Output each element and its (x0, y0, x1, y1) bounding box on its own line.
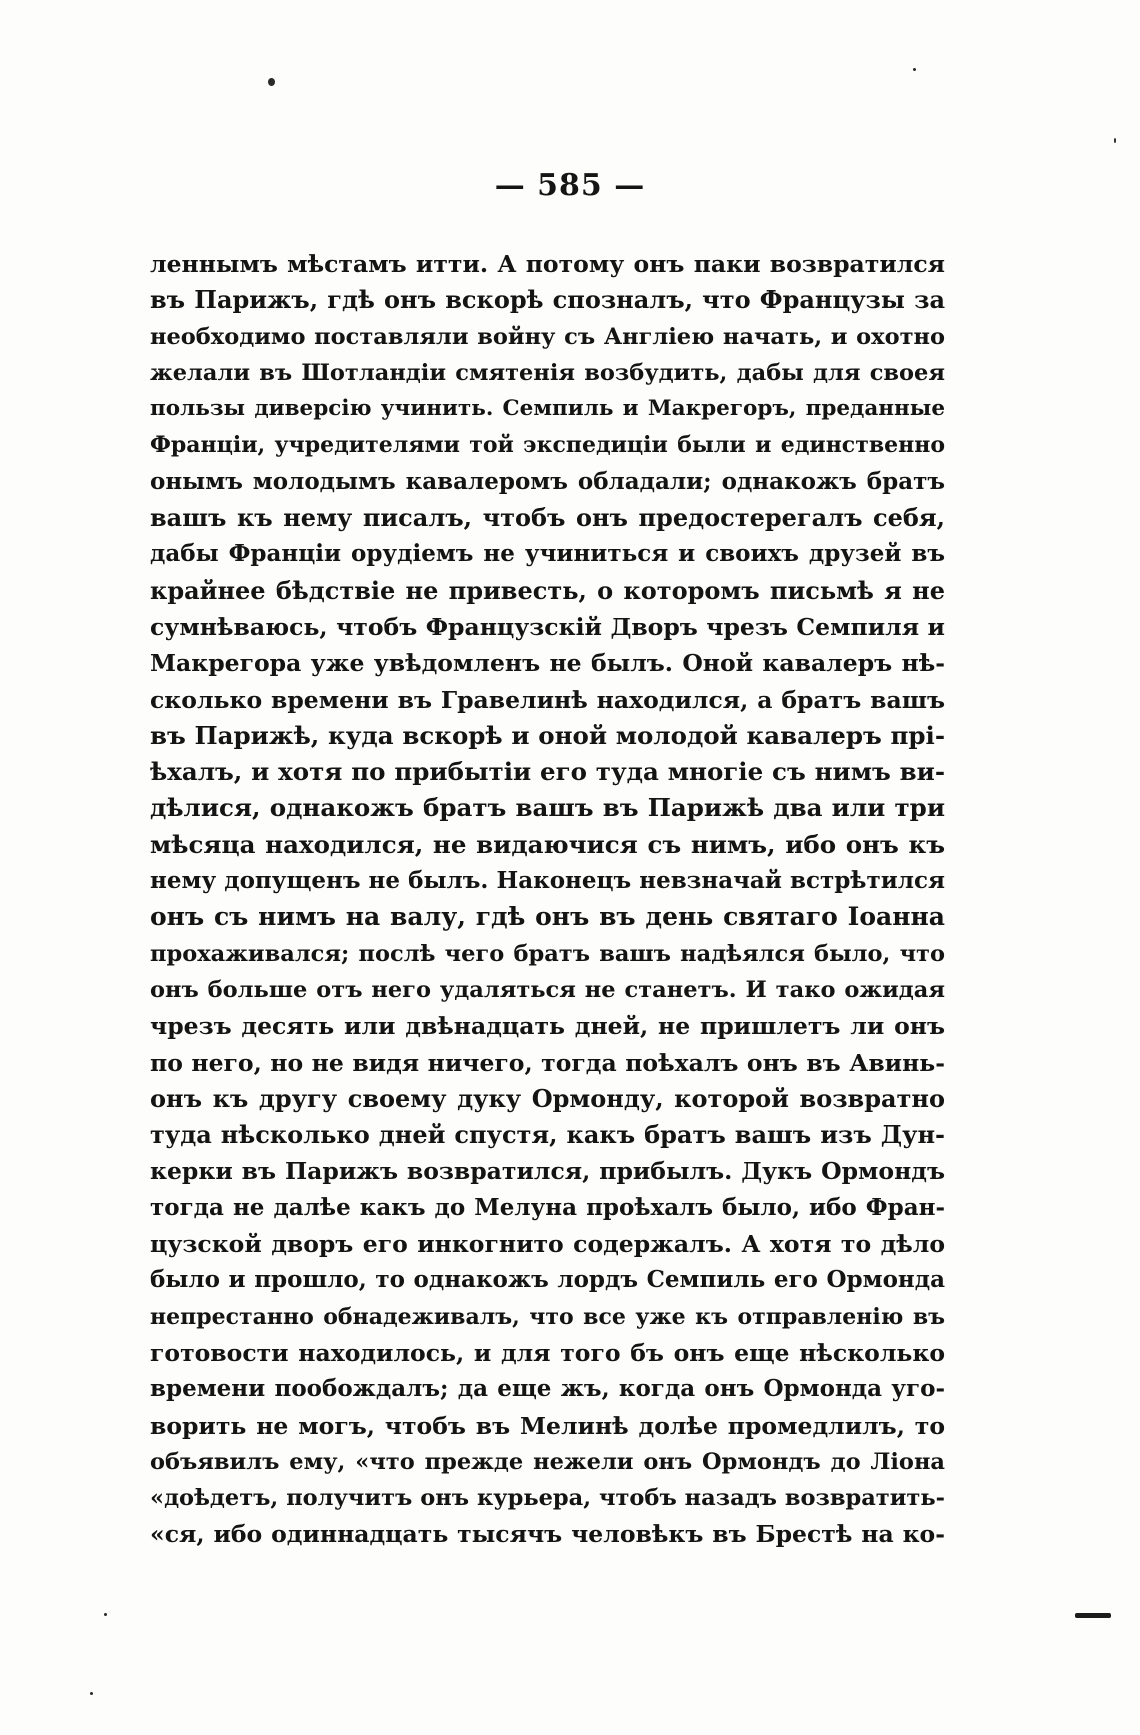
text-line: онъ съ нимъ на валу, гдѣ онъ въ день святаго Іоанна (150, 902, 945, 932)
text-line: прохаживался; послѣ чего братъ вашъ надѣялся было, что (150, 940, 945, 967)
text-line: ѣхалъ, и хотя по прибытіи его туда многіе съ нимъ ви- (150, 757, 945, 787)
text-line: мѣсяца находился, не видаючися съ нимъ, ибо онъ къ (150, 829, 945, 859)
text-line: «ся, ибо одиннадцать тысячъ человѣкъ въ Брестѣ на ко- (150, 1520, 945, 1549)
text-line: было и прошло, то однакожъ лордъ Семпиль его Ормонда (150, 1266, 945, 1294)
text-line: онъ больше отъ него удаляться не станетъ. И тако ожидая (150, 976, 945, 1003)
text-line: непрестанно обнадеживалъ, что все уже къ отправленію въ (150, 1303, 945, 1330)
body-text (150, 246, 945, 1553)
page-number: — 585 — (494, 168, 646, 203)
margin-dash-mark (1075, 1613, 1111, 1618)
text-line: онъ къ другу своему дуку Ормонду, которой возвратно (150, 1083, 945, 1113)
text-line: нему допущенъ не былъ. Наконецъ невзначай встрѣтился (150, 867, 945, 895)
text-line: сколько времени въ Гравелинѣ находился, а братъ вашъ (150, 685, 945, 714)
text-line: тогда не далѣе какъ до Мелуна проѣхалъ было, ибо Фран- (150, 1193, 945, 1221)
text-line: крайнее бѣдствіе не привесть, о которомъ письмѣ я не (150, 575, 945, 605)
print-speck (913, 68, 916, 71)
text-line: вашъ къ нему писалъ, чтобъ онъ предостерегалъ себя, (150, 503, 945, 533)
text-line: леннымъ мѣстамъ итти. А потому онъ паки возвратился (150, 250, 945, 278)
text-line: дѣлися, однакожъ братъ вашъ въ Парижѣ два или три (150, 793, 945, 823)
text-line: Макрегора уже увѣдомленъ не былъ. Оной кавалеръ нѣ- (150, 649, 945, 678)
text-line: въ Парижъ, гдѣ онъ вскорѣ спозналъ, что Французы за (150, 285, 945, 315)
text-line: необходимо поставляли войну съ Англіею начать, и охотно (150, 323, 945, 350)
text-line: керки въ Парижъ возвратился, прибылъ. Дукъ Ормондъ (150, 1157, 945, 1186)
text-line: ворить не могъ, чтобъ въ Мелинѣ долѣе промедлилъ, то (150, 1411, 945, 1440)
text-line: готовости находилось, и для того бъ онъ еще нѣсколько (150, 1338, 945, 1367)
text-line: Франціи, учредителями той экспедиціи были и единственно (150, 432, 945, 459)
print-speck (104, 1613, 107, 1616)
text-line: чрезъ десять или двѣнадцать дней, не пришлетъ ли онъ (150, 1012, 945, 1041)
print-speck (268, 78, 275, 86)
text-line: сумнѣваюсь, чтобъ Французскій Дворъ чрезъ Семпиля и (150, 612, 945, 641)
text-line: «доѣдетъ, получитъ онъ курьера, чтобъ назадъ возвратить- (150, 1485, 945, 1512)
print-speck (1114, 138, 1116, 143)
text-line: пользы диверсію учинить. Семпиль и Макрегоръ, преданные (150, 396, 945, 422)
text-line: въ Парижѣ, куда вскорѣ и оной молодой кавалеръ прі- (150, 720, 945, 750)
print-speck (90, 1692, 93, 1695)
text-line: онымъ молодымъ кавалеромъ обладали; однакожъ братъ (150, 467, 945, 495)
text-line: дабы Франціи орудіемъ не учиниться и своихъ друзей въ (150, 540, 945, 568)
text-line: желали въ Шотландіи смятенія возбудить, дабы для своея (150, 359, 945, 386)
text-line: объявилъ ему, «что прежде нежели онъ Ормондъ до Ліона (150, 1448, 945, 1475)
text-line: туда нѣсколько дней спустя, какъ братъ вашъ изъ Дун- (150, 1120, 945, 1150)
text-line: времени пообождалъ; да еще жъ, когда онъ Ормонда уго- (150, 1375, 945, 1403)
text-line: цузской дворъ его инкогнито содержалъ. А хотя то дѣло (150, 1230, 945, 1259)
text-line: по него, но не видя ничего, тогда поѣхалъ онъ въ Авинь- (150, 1048, 945, 1077)
